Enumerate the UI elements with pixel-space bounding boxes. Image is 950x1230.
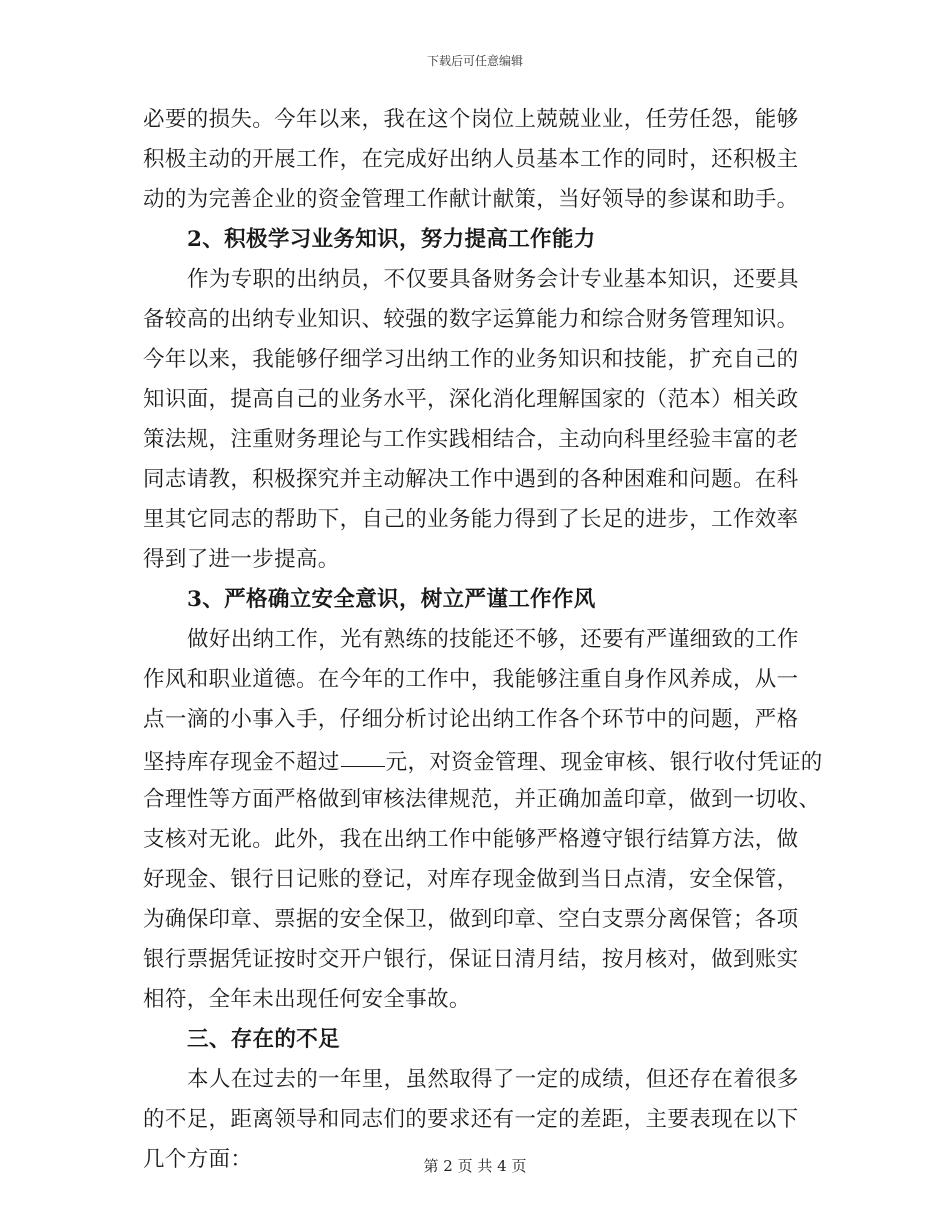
section-heading: 2、积极学习业务知识，努力提高工作能力 (187, 227, 596, 252)
body-line: 本人在过去的一年里，虽然取得了一定的成绩，但还存在着很多 (187, 1067, 799, 1092)
body-line: 为确保印章、票据的安全保卫，做到印章、空白支票分离保管；各项 (143, 907, 799, 932)
page-header: 下载后可任意编辑 (426, 54, 523, 68)
body-line: 合理性等方面严格做到审核法律规范，并正确加盖印章，做到一切收、 (143, 787, 821, 812)
body-line: 同志请教，积极探究并主动解决工作中遇到的各种困难和问题。在科 (143, 467, 799, 492)
body-line: 做好出纳工作，光有熟练的技能还不够，还要有严谨细致的工作 (187, 627, 799, 652)
body-line: 银行票据凭证按时交开户银行，保证日清月结，按月核对，做到账实 (143, 947, 799, 972)
fill-in-blank (341, 740, 385, 767)
body-line: 几个方面： (143, 1147, 253, 1172)
body-line: 今年以来，我能够仔细学习出纳工作的业务知识和技能，扩充自己的 (143, 347, 799, 372)
body-line: 策法规，注重财务理论与工作实践相结合，主动向科里经验丰富的老 (143, 427, 799, 452)
body-line: 的不足，距离领导和同志们的要求还有一定的差距，主要表现在以下 (143, 1107, 799, 1132)
body-line: 作风和职业道德。在今年的工作中，我能够注重自身作风养成，从一 (143, 667, 799, 692)
body-line: 得到了进一步提高。 (143, 547, 340, 572)
line-text-before-blank: 坚持库存现金不超过 (143, 750, 340, 775)
body-line: 必要的损失。今年以来，我在这个岗位上兢兢业业，任劳任怨，能够 (143, 107, 799, 132)
body-line: 备较高的出纳专业知识、较强的数字运算能力和综合财务管理知识。 (143, 307, 799, 332)
line-text-after-blank: 元，对资金管理、现金审核、银行收付凭证的 (385, 750, 823, 775)
body-line: 作为专职的出纳员，不仅要具备财务会计专业基本知识，还要具 (187, 267, 799, 292)
body-line: 动的为完善企业的资金管理工作献计献策，当好领导的参谋和助手。 (143, 187, 799, 212)
body-line: 相符，全年未出现任何安全事故。 (143, 987, 471, 1012)
page-footer: 第 2 页 共 4 页 (423, 1157, 527, 1175)
body-line: 点一滴的小事入手，仔细分析讨论出纳工作各个环节中的问题，严格 (143, 707, 799, 732)
body-line-with-blank (143, 740, 823, 780)
section-heading: 3、严格确立安全意识，树立严谨工作作风 (187, 587, 596, 612)
document-body (143, 100, 823, 1180)
body-line: 里其它同志的帮助下，自己的业务能力得到了长足的进步，工作效率 (143, 507, 799, 532)
body-line: 好现金、银行日记账的登记，对库存现金做到当日点清，安全保管， (143, 867, 799, 892)
body-line: 积极主动的开展工作，在完成好出纳人员基本工作的同时，还积极主 (143, 147, 799, 172)
section-heading: 三、存在的不足 (187, 1027, 340, 1052)
body-line: 支核对无讹。此外，我在出纳工作中能够严格遵守银行结算方法，做 (143, 827, 799, 852)
body-line: 知识面，提高自己的业务水平，深化消化理解国家的（范本）相关政 (143, 387, 799, 412)
